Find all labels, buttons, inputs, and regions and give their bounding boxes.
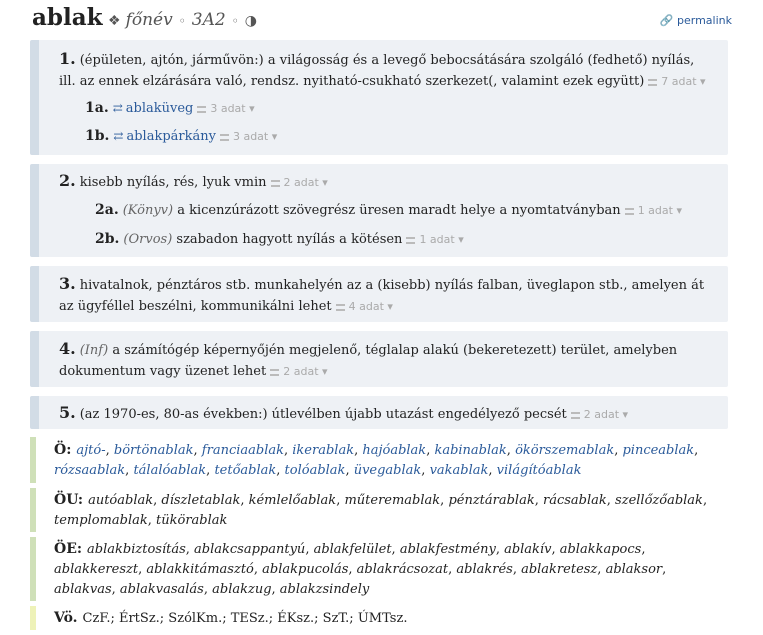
compound-word: ablakrácsozat bbox=[356, 562, 449, 577]
list-icon bbox=[625, 208, 634, 215]
adat-toggle[interactable]: 2 adat ▾ bbox=[571, 408, 628, 421]
compound-word[interactable]: franciaablak bbox=[201, 443, 284, 458]
sense-1b bbox=[85, 126, 714, 147]
qualifier: (Orvos) bbox=[123, 232, 173, 247]
sense-number: 2. bbox=[59, 171, 76, 190]
compounds-o bbox=[30, 437, 728, 483]
sense-3-definition bbox=[59, 273, 714, 317]
list-icon bbox=[648, 79, 657, 86]
list-icon bbox=[270, 369, 279, 376]
compounds-oe-list: ÖE: ablakbiztosítás, ablakcsappantyú, ablakfelület, ablakfestmény, ablakív, ablakkapocs, ablakkereszt, ablakkitámasztó, ablakpucolás, ablakrácsozat, ablakrés, ablakretesz, ablaksor, ablakvas, ablakvasalás, ablakzug, ablakzsindely bbox=[54, 541, 667, 597]
compound-word: ablakvas bbox=[54, 582, 112, 597]
sense-2b bbox=[95, 229, 714, 250]
compound-word[interactable]: tálalóablak bbox=[133, 463, 207, 478]
compound-word: ablakpucolás bbox=[262, 562, 349, 577]
sense-number: 3. bbox=[59, 274, 76, 293]
compound-word[interactable]: börtönablak bbox=[113, 443, 194, 458]
compound-word: ablakfestmény bbox=[399, 542, 496, 557]
compounds-o-list: Ö: ajtó-, börtönablak, franciaablak, ikerablak, hajóablak, kabinablak, ökörszemablak, pinceablak, rózsaablak, tálalóablak, tetőablak, tolóablak, üvegablak, vakablak, világítóablak bbox=[54, 442, 699, 478]
adat-toggle[interactable]: 3 adat ▾ bbox=[197, 102, 254, 115]
separator-dot: ◦ bbox=[178, 14, 186, 28]
reference-sources: CzF.; ÉrtSz.; SzólKm.; TESz.; ÉKsz.; SzT.; ÚMTsz. bbox=[82, 611, 408, 626]
subsense-text: szabadon hagyott nyílás a kötésen bbox=[176, 232, 403, 247]
compound-word: ablakzsindely bbox=[279, 582, 370, 597]
compound-label: ÖE: bbox=[54, 541, 83, 557]
compound-word: ablakrés bbox=[456, 562, 513, 577]
sense-text: hivatalnok, pénztáros stb. munkahelyén az a (kisebb) nyílás falban, üveglapon stb., amelyen át az ügyféllel beszélni, kommunikálni lehet bbox=[59, 278, 705, 314]
adat-toggle[interactable]: 1 adat ▾ bbox=[406, 233, 463, 246]
compound-word: szellőzőablak bbox=[615, 493, 703, 508]
sense-3 bbox=[30, 266, 728, 322]
subsense-text: a kicenzúrázott szövegrész üresen maradt helye a nyomtatványban bbox=[177, 203, 621, 218]
adat-toggle[interactable]: 4 adat ▾ bbox=[336, 300, 393, 313]
compound-word[interactable]: tetőablak bbox=[214, 463, 277, 478]
adat-toggle[interactable]: 3 adat ▾ bbox=[220, 130, 277, 143]
entry-header bbox=[32, 4, 732, 32]
sense-4 bbox=[30, 331, 728, 387]
four-diamond-icon: ❖ bbox=[108, 13, 121, 29]
sense-number: 4. bbox=[59, 339, 76, 358]
subsense-number: 2b. bbox=[95, 231, 120, 247]
compounds-ou bbox=[30, 488, 728, 532]
list-icon bbox=[271, 180, 280, 187]
inflection-code[interactable]: 3A2 bbox=[191, 10, 226, 30]
compound-word[interactable]: üvegablak bbox=[353, 463, 422, 478]
compound-word[interactable]: rózsaablak bbox=[54, 463, 126, 478]
qualifier: (Inf) bbox=[79, 343, 109, 358]
compound-word: ablakív bbox=[504, 542, 552, 557]
compound-label: ÖU: bbox=[54, 492, 84, 508]
compound-word[interactable]: pinceablak bbox=[622, 443, 695, 458]
compound-word: autóablak bbox=[88, 493, 154, 508]
link-icon: 🔗 bbox=[659, 14, 674, 27]
list-icon bbox=[220, 134, 229, 141]
adat-toggle[interactable]: 2 adat ▾ bbox=[271, 176, 328, 189]
compound-word: ablakretesz bbox=[521, 562, 598, 577]
list-icon bbox=[197, 106, 206, 113]
compound-word[interactable]: ikerablak bbox=[292, 443, 355, 458]
sense-2a bbox=[95, 200, 714, 221]
compound-word[interactable]: tolóablak bbox=[284, 463, 346, 478]
list-icon bbox=[336, 304, 345, 311]
compounds-ou-list: ÖU: autóablak, díszletablak, kémlelőablak, műteremablak, pénztárablak, rácsablak, szellőzőablak, templomablak, tükörablak bbox=[54, 492, 708, 528]
sense-5-definition bbox=[59, 402, 714, 425]
adat-toggle[interactable]: 7 adat ▾ bbox=[648, 75, 705, 88]
compound-label: Ö: bbox=[54, 442, 72, 458]
sense-1-definition bbox=[59, 48, 714, 92]
adat-toggle[interactable]: 2 adat ▾ bbox=[270, 365, 327, 378]
compound-word[interactable]: kabinablak bbox=[434, 443, 507, 458]
compare-references bbox=[30, 606, 728, 630]
compound-word: pénztárablak bbox=[448, 493, 535, 508]
list-icon bbox=[571, 412, 580, 419]
compound-word: díszletablak bbox=[161, 493, 241, 508]
compound-word: műteremablak bbox=[344, 493, 441, 508]
qualifier: (Könyv) bbox=[122, 203, 174, 218]
sense-text: (az 1970-es, 80-as években:) útlevélben újabb utazást engedélyező pecsét bbox=[79, 407, 567, 422]
compound-word: templomablak bbox=[54, 513, 148, 528]
compound-word: ablakbiztosítás bbox=[87, 542, 186, 557]
compound-word: ablakzug bbox=[212, 582, 272, 597]
separator-dot: ◦ bbox=[231, 14, 239, 28]
swap-arrows-icon: ⇄ bbox=[113, 129, 124, 143]
subsense-number: 2a. bbox=[95, 202, 119, 218]
compound-word[interactable]: ökörszemablak bbox=[515, 443, 615, 458]
compounds-oe bbox=[30, 537, 728, 601]
sense-4-definition bbox=[59, 338, 714, 382]
part-of-speech: főnév bbox=[125, 10, 173, 30]
subsense-link[interactable]: ablakpárkány bbox=[126, 129, 216, 144]
compare-label: Vö. bbox=[54, 610, 78, 626]
compound-word: ablakfelület bbox=[313, 542, 392, 557]
sense-2-definition bbox=[59, 170, 714, 193]
sense-5 bbox=[30, 396, 728, 429]
subsense-number: 1b. bbox=[85, 128, 110, 144]
list-icon bbox=[406, 237, 415, 244]
compound-word: ablakvasalás bbox=[119, 582, 204, 597]
compound-word: ablakcsappantyú bbox=[194, 542, 306, 557]
compound-word: ablakkapocs bbox=[559, 542, 642, 557]
adat-toggle[interactable]: 1 adat ▾ bbox=[625, 204, 682, 217]
sense-text: a számítógép képernyőjén megjelenő, téglalap alakú (bekeretezett) terület, amelyben dokumentum vagy üzenet lehet bbox=[59, 343, 678, 379]
sense-2 bbox=[30, 164, 728, 257]
header-meta bbox=[108, 10, 257, 30]
permalink-link[interactable]: 🔗 permalink bbox=[659, 14, 732, 27]
subsense-link[interactable]: ablaküveg bbox=[125, 101, 194, 116]
yin-yang-icon[interactable]: ◑ bbox=[244, 13, 257, 29]
subsense-number: 1a. bbox=[85, 100, 109, 116]
compound-word: tükörablak bbox=[156, 513, 228, 528]
sense-1a bbox=[85, 98, 714, 119]
sense-text: (épületen, ajtón, járművön:) a világosság és a levegő bebocsátására szolgáló (fedhető) nyílás, ill. az ennek elzárására való, rendsz. nyitható-csukható szerkezet(, valamint ezek együtt) bbox=[59, 53, 695, 89]
compound-word: kémlelőablak bbox=[248, 493, 337, 508]
compound-word: ablakkitámasztó bbox=[146, 562, 254, 577]
compound-word[interactable]: hajóablak bbox=[362, 443, 427, 458]
sense-number: 5. bbox=[59, 403, 76, 422]
compound-word[interactable]: vakablak bbox=[429, 463, 489, 478]
headword: ablak bbox=[32, 4, 103, 31]
compound-word: ablaksor bbox=[605, 562, 663, 577]
compound-word[interactable]: ajtó- bbox=[76, 443, 106, 458]
sense-number: 1. bbox=[59, 49, 76, 68]
compound-word: rácsablak bbox=[543, 493, 607, 508]
sense-1 bbox=[30, 40, 728, 155]
sense-text: kisebb nyílás, rés, lyuk vmin bbox=[79, 175, 267, 190]
compound-word: ablakkereszt bbox=[54, 562, 139, 577]
compound-word[interactable]: világítóablak bbox=[496, 463, 582, 478]
swap-arrows-icon: ⇄ bbox=[112, 101, 123, 115]
compare-references-list bbox=[54, 608, 714, 629]
